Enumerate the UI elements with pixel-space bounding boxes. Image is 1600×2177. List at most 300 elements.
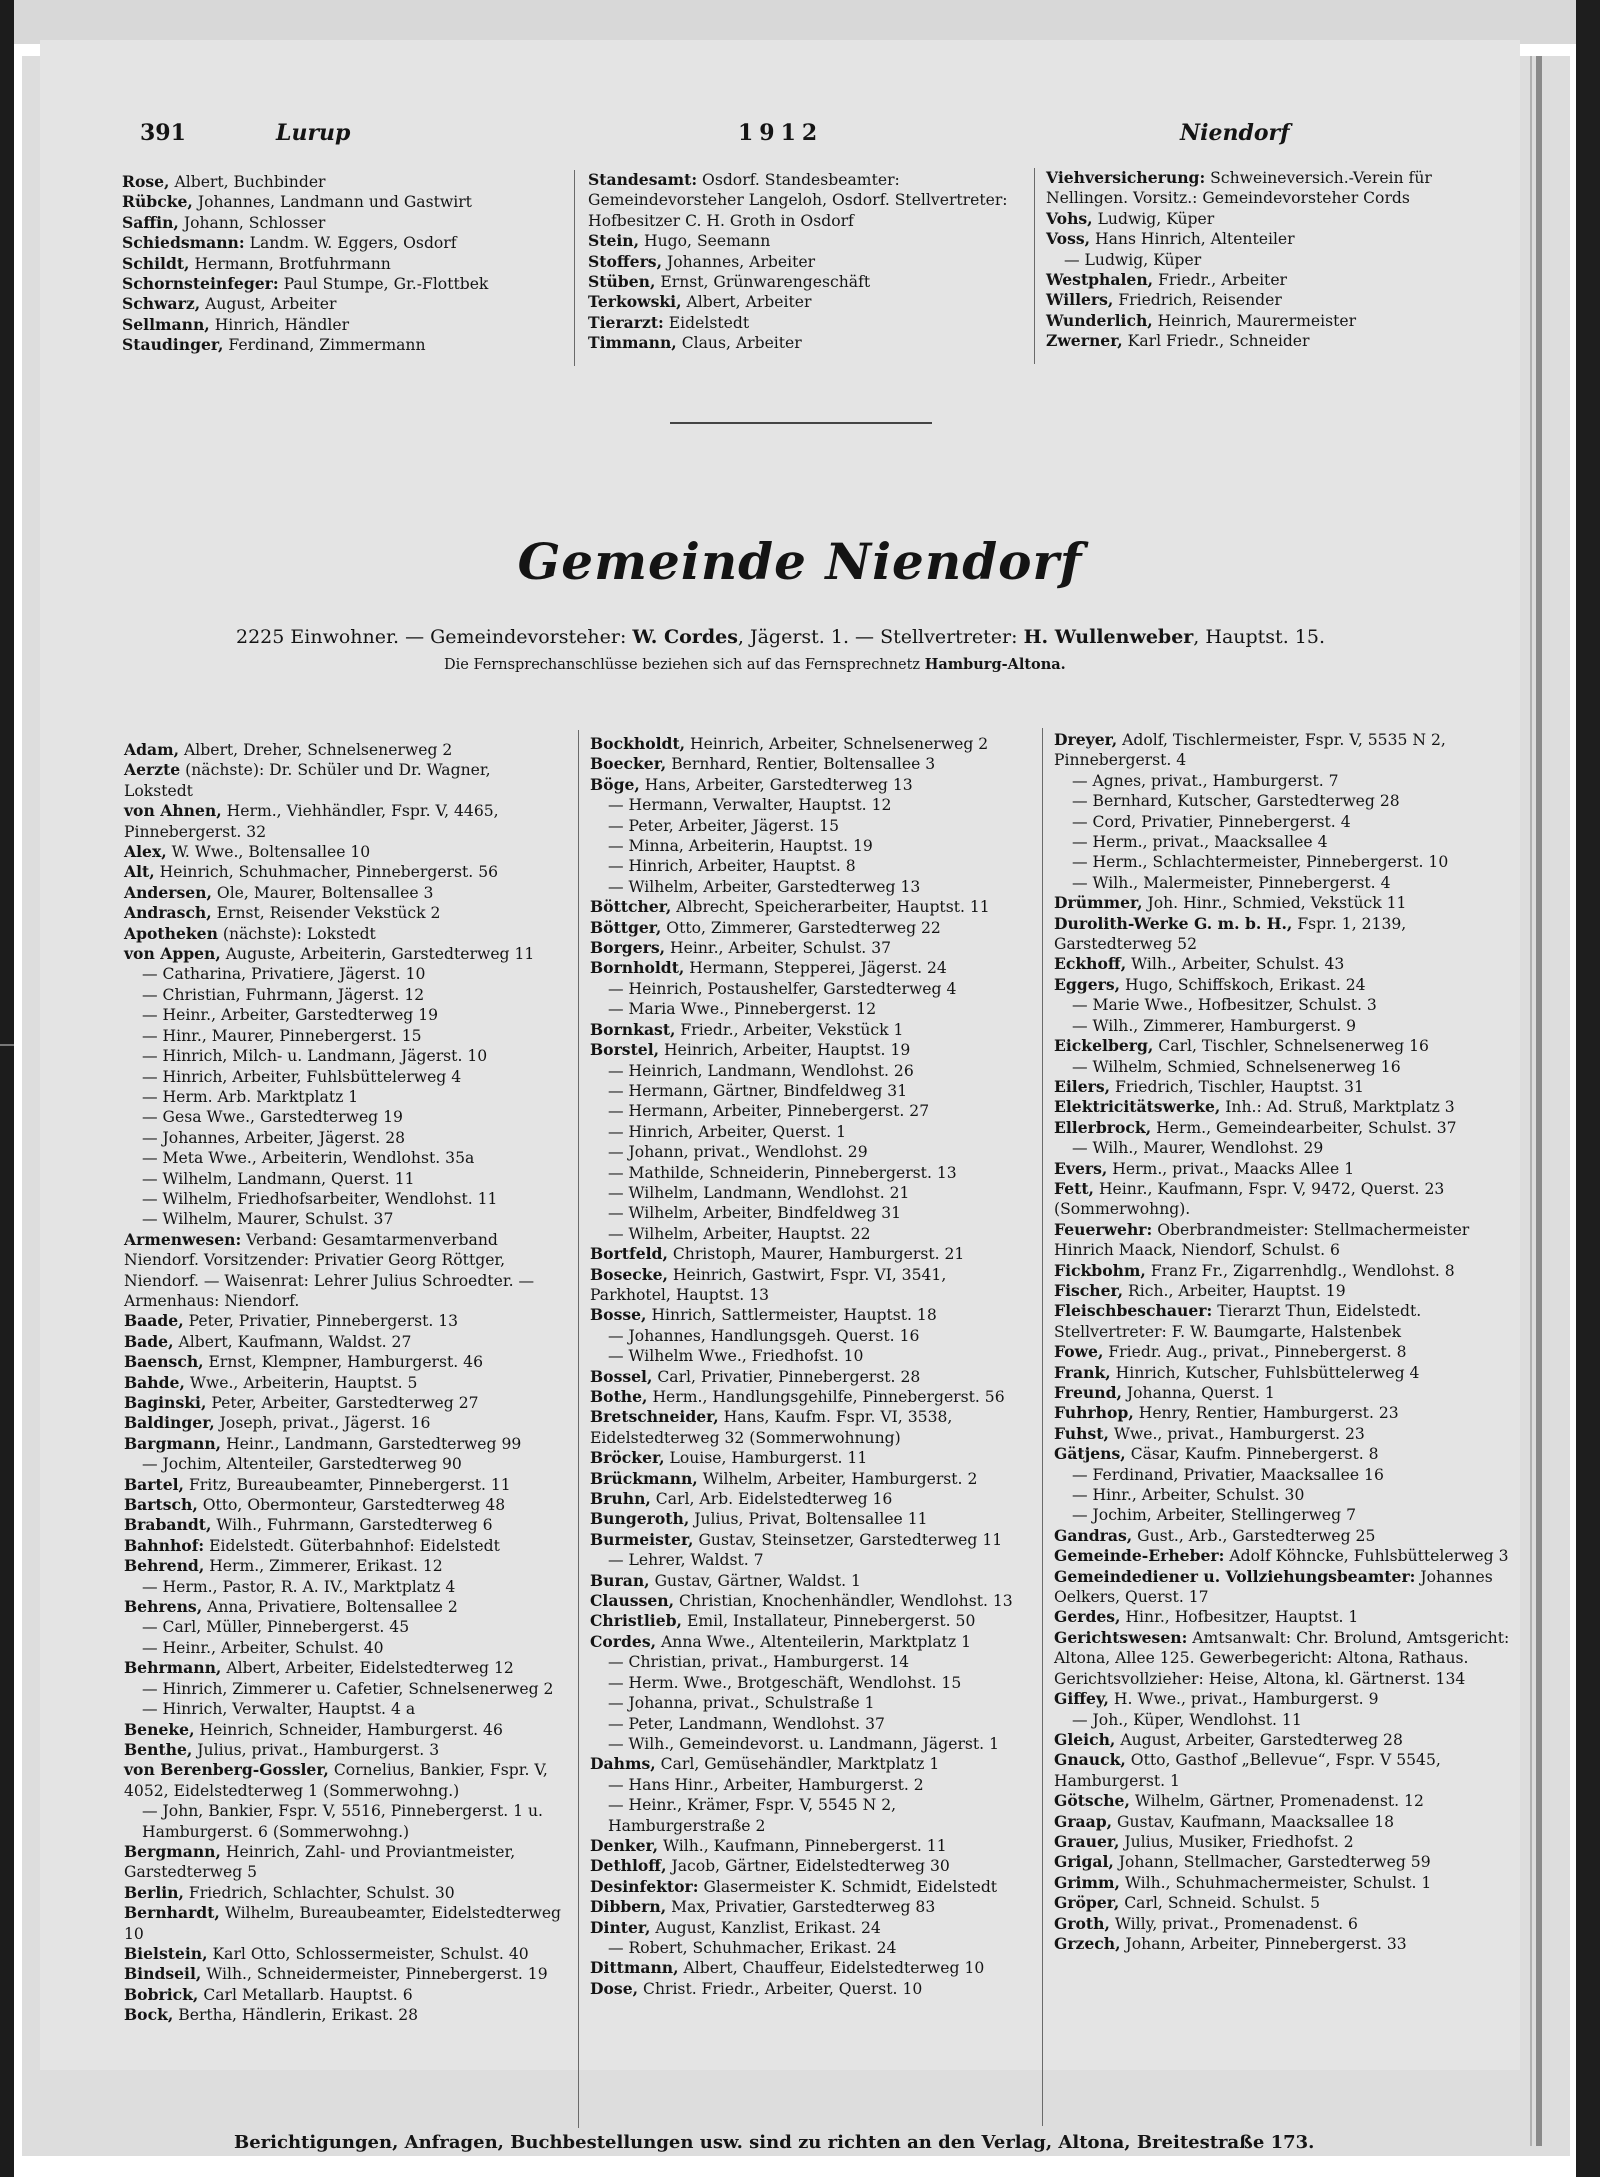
entry-details: Wilh., Arbeiter, Schulst. 43 bbox=[1126, 955, 1345, 974]
entry-details: Wwe., privat., Hamburgerst. 23 bbox=[1108, 1424, 1365, 1443]
entry-details: Carl, Gemüsehändler, Marktplatz 1 bbox=[655, 1755, 940, 1774]
entry-name: Tierarzt: bbox=[588, 312, 664, 332]
entry-details: Verband: Gesamtarmenverband Niendorf. Vorsitzender: Privatier Georg Röttger, Niendorf. — Waisenrat: Lehrer Julius Schroedter. — Armenhaus: Niendorf. bbox=[124, 1230, 535, 1310]
directory-entry bbox=[590, 979, 1030, 999]
entry-name: Eickelberg, bbox=[1054, 1036, 1154, 1056]
entry-name: Gemeinde-Erheber: bbox=[1054, 1546, 1225, 1566]
directory-entry bbox=[1054, 1138, 1514, 1158]
entry-name: Drümmer, bbox=[1054, 893, 1143, 913]
directory-entry bbox=[1054, 1057, 1514, 1077]
directory-entry bbox=[1054, 812, 1514, 832]
directory-entry bbox=[1054, 1607, 1514, 1627]
entry-details: — Johannes, Handlungsgeh. Querst. 16 bbox=[608, 1326, 920, 1345]
entry-details: Albert, Arbeiter bbox=[681, 293, 812, 312]
directory-entry bbox=[1054, 1301, 1514, 1342]
entry-details: — Hinr., Maurer, Pinnebergerst. 15 bbox=[142, 1026, 422, 1045]
entry-details: Friedrich, Tischler, Hauptst. 31 bbox=[1110, 1077, 1364, 1096]
entry-details: — Wilhelm, Landmann, Wendlohst. 21 bbox=[608, 1183, 910, 1202]
entry-name: Boecker, bbox=[590, 754, 667, 774]
directory-entry bbox=[1054, 1914, 1514, 1934]
directory-entry bbox=[1054, 1424, 1514, 1444]
entry-name: Borstel, bbox=[590, 1040, 660, 1060]
entry-name: Böttcher, bbox=[590, 897, 672, 917]
entry-details: August, Arbeiter bbox=[200, 295, 337, 314]
entry-details: Fspr. 1, 2139, Garstedterweg 52 bbox=[1054, 914, 1407, 954]
entry-name: Böttger, bbox=[590, 917, 662, 937]
entry-name: Freund, bbox=[1054, 1383, 1122, 1402]
directory-entry bbox=[122, 335, 562, 355]
entry-name: Stüben, bbox=[588, 272, 656, 292]
directory-entry bbox=[124, 862, 564, 882]
entry-name: Bartsch, bbox=[124, 1495, 198, 1515]
entry-details: Heinrich, Maurermeister bbox=[1152, 311, 1357, 330]
entry-name: Bossel, bbox=[590, 1366, 653, 1386]
directory-entry bbox=[1054, 852, 1514, 872]
entry-name: Bothe, bbox=[590, 1387, 648, 1406]
directory-entry bbox=[1054, 893, 1514, 913]
entry-details: — Wilhelm, Arbeiter, Garstedterweg 13 bbox=[608, 877, 921, 896]
entry-name: Rübcke, bbox=[122, 192, 193, 212]
entry-name: Alt, bbox=[124, 862, 155, 882]
directory-entry bbox=[588, 231, 1028, 251]
entry-details: Hans Hinrich, Altenteiler bbox=[1090, 230, 1295, 249]
entry-name: Staudinger, bbox=[122, 335, 224, 355]
directory-entry bbox=[590, 1795, 1030, 1836]
entry-details: — Hans Hinr., Arbeiter, Hamburgerst. 2 bbox=[608, 1775, 924, 1794]
entry-details: — Hermann, Gärtner, Bindfeldweg 31 bbox=[608, 1081, 908, 1100]
entry-details: — Hinrich, Arbeiter, Querst. 1 bbox=[608, 1122, 846, 1141]
directory-entry bbox=[590, 1775, 1030, 1795]
entry-name: Bergmann, bbox=[124, 1841, 221, 1861]
directory-entry bbox=[124, 1495, 564, 1515]
running-head bbox=[140, 120, 1320, 154]
directory-entry bbox=[1054, 1750, 1514, 1791]
entry-details: — Peter, Arbeiter, Jägerst. 15 bbox=[608, 816, 840, 835]
entry-details: Tierarzt Thun, Eidelstedt. Stellvertreter: F. W. Baumgarte, Halstenbek bbox=[1054, 1302, 1422, 1341]
directory-entry bbox=[1054, 1444, 1514, 1464]
entry-details: Emil, Installateur, Pinnebergerst. 50 bbox=[681, 1612, 976, 1631]
entry-details: — Maria Wwe., Pinnebergerst. 12 bbox=[608, 1000, 877, 1019]
entry-details: Heinrich, Arbeiter, Hauptst. 19 bbox=[659, 1041, 911, 1060]
intro-vertreter: H. Wullenweber bbox=[1023, 626, 1194, 648]
entry-details: — Wilhelm, Arbeiter, Bindfeldweg 31 bbox=[608, 1204, 902, 1223]
entry-name: Elektricitätswerke, bbox=[1054, 1097, 1221, 1117]
entry-details: Cornelius, Bankier, Fspr. V, 4052, Eidelstedterweg 1 (Sommerwohng.) bbox=[124, 1761, 548, 1800]
entry-details: Herm., Viehhändler, Fspr. V, 4465, Pinnebergerst. 32 bbox=[124, 802, 499, 841]
directory-entry bbox=[124, 1107, 564, 1127]
entry-name: von Ahnen, bbox=[124, 801, 222, 821]
entry-name: Bröcker, bbox=[590, 1448, 665, 1468]
entry-name: Wunderlich, bbox=[1046, 310, 1153, 330]
column-divider bbox=[574, 170, 575, 366]
directory-entry bbox=[1046, 311, 1506, 331]
entry-details: — Joh., Küper, Wendlohst. 11 bbox=[1072, 1710, 1302, 1729]
directory-entry bbox=[124, 1434, 564, 1454]
directory-entry bbox=[590, 877, 1030, 897]
directory-entry bbox=[590, 918, 1030, 938]
entry-details: — Wilh., Malermeister, Pinnebergerst. 4 bbox=[1072, 873, 1391, 892]
entry-details: — Johann, privat., Wendlohst. 29 bbox=[608, 1143, 868, 1162]
entry-name: Fickbohm, bbox=[1054, 1260, 1146, 1280]
entry-details: Henry, Rentier, Hamburgerst. 23 bbox=[1133, 1404, 1399, 1423]
directory-entry bbox=[590, 1469, 1030, 1489]
directory-entry bbox=[590, 1877, 1030, 1897]
directory-entry bbox=[124, 1842, 564, 1883]
entry-name: Fett, bbox=[1054, 1178, 1094, 1198]
directory-entry bbox=[1054, 1036, 1514, 1056]
entry-details: Bernhard, Rentier, Boltensallee 3 bbox=[666, 755, 936, 774]
entry-details: — Minna, Arbeiterin, Hauptst. 19 bbox=[608, 837, 873, 856]
directory-entry bbox=[1054, 873, 1514, 893]
entry-details: Osdorf. Standesbeamter: Gemeindevorsteher Langeloh, Osdorf. Stellvertreter: Hofbesitzer C. H. Groth in Osdorf bbox=[588, 171, 1008, 230]
entry-details: Paul Stumpe, Gr.-Flottbek bbox=[278, 275, 489, 294]
directory-entry bbox=[590, 734, 1030, 754]
entry-details: — Jochim, Arbeiter, Stellingerweg 7 bbox=[1072, 1506, 1356, 1525]
directory-entry bbox=[590, 999, 1030, 1019]
directory-entry bbox=[1054, 1261, 1514, 1281]
directory-entry bbox=[1054, 1016, 1514, 1036]
entry-details: Carl, Schneid. Schulst. 5 bbox=[1119, 1894, 1321, 1913]
intro-text-1: 2225 Einwohner. — Gemeindevorsteher: bbox=[236, 626, 633, 648]
entry-details: Heinr., Arbeiter, Schulst. 37 bbox=[665, 939, 892, 958]
intro-text-3: , Hauptst. 15. bbox=[1193, 626, 1325, 648]
entry-details: Fritz, Bureaubeamter, Pinnebergerst. 11 bbox=[183, 1475, 511, 1494]
directory-entry bbox=[1054, 1710, 1514, 1730]
entry-details: Cäsar, Kaufm. Pinnebergerst. 8 bbox=[1125, 1445, 1379, 1464]
directory-entry bbox=[590, 1265, 1030, 1306]
entry-name: Standesamt: bbox=[588, 170, 698, 189]
entry-details: Albert, Arbeiter, Eidelstedterweg 12 bbox=[221, 1659, 514, 1678]
entry-name: Andersen, bbox=[124, 882, 212, 902]
entry-details: — Herm., Schlachtermeister, Pinnebergerst. 10 bbox=[1072, 853, 1449, 872]
entry-details: Ferdinand, Zimmermann bbox=[223, 336, 426, 355]
directory-entry bbox=[1054, 1179, 1514, 1220]
directory-entry bbox=[1054, 1791, 1514, 1811]
directory-entry bbox=[124, 1597, 564, 1617]
entry-name: Burmeister, bbox=[590, 1529, 694, 1549]
entry-details: Auguste, Arbeiterin, Garstedterweg 11 bbox=[220, 945, 535, 964]
column-divider bbox=[578, 730, 579, 2128]
entry-name: Graap, bbox=[1054, 1811, 1113, 1831]
directory-entry bbox=[590, 1714, 1030, 1734]
scan-background-top bbox=[0, 0, 1600, 44]
entry-name: Bornholdt, bbox=[590, 958, 685, 978]
directory-entry bbox=[590, 1673, 1030, 1693]
entry-name: Baensch, bbox=[124, 1352, 204, 1372]
entry-details: — Heinr., Arbeiter, Garstedterweg 19 bbox=[142, 1006, 439, 1025]
entry-details: Julius, Musiker, Friedhofst. 2 bbox=[1119, 1832, 1354, 1851]
directory-entry bbox=[124, 1556, 564, 1576]
entry-details: — Wilh., Gemeindevorst. u. Landmann, Jägerst. 1 bbox=[608, 1734, 1000, 1753]
directory-entry bbox=[590, 1387, 1030, 1407]
directory-entry bbox=[122, 192, 562, 212]
entry-details: Karl Friedr., Schneider bbox=[1122, 332, 1310, 351]
entry-details: — Marie Wwe., Hofbesitzer, Schulst. 3 bbox=[1072, 996, 1377, 1015]
entry-details: Wilhelm, Gärtner, Promenadenst. 12 bbox=[1129, 1792, 1424, 1811]
entry-name: von Appen, bbox=[124, 944, 221, 964]
entry-name: Fleischbeschauer: bbox=[1054, 1301, 1213, 1321]
intro-text-2: , Jägerst. 1. — Stellvertreter: bbox=[737, 626, 1024, 648]
directory-entry bbox=[590, 1693, 1030, 1713]
directory-entry bbox=[1054, 832, 1514, 852]
entry-name: Stein, bbox=[588, 231, 640, 251]
entry-name: Eilers, bbox=[1054, 1076, 1111, 1096]
entry-name: Bernhardt, bbox=[124, 1903, 220, 1923]
entry-details: Hans, Arbeiter, Garstedterweg 13 bbox=[639, 775, 913, 794]
entry-name: Götsche, bbox=[1054, 1791, 1130, 1811]
niendorf-column-1 bbox=[124, 740, 564, 2026]
entry-name: Baade, bbox=[124, 1311, 184, 1331]
entry-details: Peter, Arbeiter, Garstedterweg 27 bbox=[206, 1394, 479, 1412]
directory-entry bbox=[1054, 1403, 1514, 1423]
directory-entry bbox=[124, 1209, 564, 1229]
entry-details: — Wilhelm, Landmann, Querst. 11 bbox=[142, 1169, 415, 1188]
entry-name: Viehversicherung: bbox=[1046, 168, 1206, 187]
entry-details: — Herm., privat., Maacksallee 4 bbox=[1072, 833, 1328, 852]
entry-details: Hermann, Brotfuhrmann bbox=[189, 254, 391, 273]
entry-name: Schiedsmann: bbox=[122, 233, 245, 253]
directory-entry bbox=[124, 903, 564, 923]
entry-details: Willy, privat., Promenadenst. 6 bbox=[1109, 1914, 1358, 1933]
directory-entry bbox=[122, 254, 562, 274]
directory-entry bbox=[588, 333, 1028, 353]
entry-details: — Herm. Wwe., Brotgeschäft, Wendlohst. 15 bbox=[608, 1673, 962, 1692]
entry-details: — Wilh., Zimmerer, Hamburgerst. 9 bbox=[1072, 1016, 1357, 1035]
entry-name: Vohs, bbox=[1046, 208, 1093, 228]
directory-entry bbox=[1046, 331, 1506, 351]
entry-name: Bockholdt, bbox=[590, 734, 686, 753]
entry-name: Bungeroth, bbox=[590, 1509, 690, 1529]
directory-entry bbox=[1054, 1485, 1514, 1505]
entry-name: Bosse, bbox=[590, 1305, 647, 1325]
entry-details: Claus, Arbeiter bbox=[676, 334, 802, 353]
entry-details: Johannes, Landmann und Gastwirt bbox=[192, 193, 472, 212]
directory-entry bbox=[590, 1530, 1030, 1550]
page-edge-line bbox=[1530, 56, 1532, 2146]
directory-entry bbox=[1054, 954, 1514, 974]
directory-entry bbox=[588, 170, 1028, 231]
entry-name: Timmann, bbox=[588, 333, 677, 353]
entry-name: Giffey, bbox=[1054, 1689, 1109, 1709]
directory-entry bbox=[1046, 290, 1506, 310]
entry-details: Joseph, privat., Jägerst. 16 bbox=[214, 1414, 431, 1433]
entry-details: Ernst, Klempner, Hamburgerst. 46 bbox=[203, 1353, 484, 1372]
entry-details: Johann, Schlosser bbox=[178, 213, 326, 232]
entry-details: — Herm. Arb. Marktplatz 1 bbox=[142, 1087, 359, 1106]
entry-name: Bielstein, bbox=[124, 1943, 208, 1963]
entry-details: — Wilhelm, Friedhofsarbeiter, Wendlohst. 11 bbox=[142, 1189, 498, 1208]
directory-entry bbox=[1054, 1832, 1514, 1852]
note-place: Hamburg-Altona. bbox=[924, 656, 1066, 673]
directory-entry bbox=[1054, 1730, 1514, 1750]
entry-details: Christoph, Maurer, Hamburgerst. 21 bbox=[667, 1245, 965, 1264]
entry-details: Heinrich, Schuhmacher, Pinnebergerst. 56 bbox=[154, 863, 499, 882]
entry-name: Bruhn, bbox=[590, 1489, 651, 1509]
directory-entry bbox=[590, 1326, 1030, 1346]
directory-entry bbox=[590, 1081, 1030, 1101]
lurup-column-3 bbox=[1046, 168, 1506, 352]
entry-details: Albrecht, Speicherarbeiter, Hauptst. 11 bbox=[671, 898, 990, 917]
directory-entry bbox=[124, 944, 564, 964]
entry-name: Grigal, bbox=[1054, 1852, 1114, 1872]
entry-details: Hugo, Schiffskoch, Erikast. 24 bbox=[1120, 975, 1366, 994]
directory-entry bbox=[124, 1189, 564, 1209]
entry-details: Ernst, Reisender Vekstück 2 bbox=[211, 904, 441, 923]
lurup-column-1 bbox=[122, 172, 562, 356]
entry-name: Christlieb, bbox=[590, 1611, 682, 1631]
entry-details: Johann, Arbeiter, Pinnebergerst. 33 bbox=[1120, 1934, 1407, 1953]
entry-details: Wwe., Arbeiterin, Hauptst. 5 bbox=[184, 1373, 418, 1392]
entry-details: — Catharina, Privatiere, Jägerst. 10 bbox=[142, 965, 426, 984]
directory-entry bbox=[122, 294, 562, 314]
entry-name: Evers, bbox=[1054, 1158, 1108, 1178]
footer-notice: Berichtigungen, Anfragen, Buchbestellungen usw. sind zu richten an den Verlag, Altona, Breitestraße 173. bbox=[234, 2132, 1315, 2153]
directory-entry bbox=[1054, 1873, 1514, 1893]
directory-entry bbox=[590, 1224, 1030, 1244]
entry-details: Friedrich, Schlachter, Schulst. 30 bbox=[183, 1883, 455, 1902]
entry-details: Franz Fr., Zigarrenhdlg., Wendlohst. 8 bbox=[1145, 1261, 1455, 1280]
entry-details: Hugo, Seemann bbox=[639, 232, 771, 251]
entry-name: Bargmann, bbox=[124, 1433, 222, 1453]
entry-details: Albert, Kaufmann, Waldst. 27 bbox=[173, 1332, 412, 1351]
directory-entry bbox=[124, 1720, 564, 1740]
entry-details: — Hinrich, Zimmerer u. Cafetier, Schnelsenerweg 2 bbox=[142, 1679, 554, 1698]
entry-details: Johanna, Querst. 1 bbox=[1121, 1384, 1275, 1402]
directory-entry bbox=[590, 795, 1030, 815]
directory-entry bbox=[588, 252, 1028, 272]
directory-entry bbox=[124, 1169, 564, 1189]
entry-details: Joh. Hinr., Schmied, Vekstück 11 bbox=[1142, 894, 1407, 913]
directory-entry bbox=[1054, 1628, 1514, 1689]
entry-details: — Johannes, Arbeiter, Jägerst. 28 bbox=[142, 1128, 406, 1147]
directory-entry bbox=[1054, 771, 1514, 791]
directory-entry bbox=[124, 1148, 564, 1168]
directory-entry bbox=[124, 1985, 564, 2005]
directory-entry bbox=[124, 1801, 564, 1842]
entry-name: Benthe, bbox=[124, 1739, 193, 1759]
entry-details: — Agnes, privat., Hamburgerst. 7 bbox=[1072, 771, 1339, 790]
entry-name: Gemeindediener u. Vollziehungsbeamter: bbox=[1054, 1566, 1416, 1586]
entry-name: Gröper, bbox=[1054, 1893, 1120, 1913]
entry-details: Eidelstedt. Güterbahnhof: Eidelstedt bbox=[204, 1536, 500, 1555]
directory-entry bbox=[124, 1087, 564, 1107]
directory-entry bbox=[124, 1536, 564, 1556]
directory-entry bbox=[122, 315, 562, 335]
entry-details: — Gesa Wwe., Garstedterweg 19 bbox=[142, 1108, 403, 1127]
directory-entry bbox=[124, 1413, 564, 1433]
directory-entry bbox=[1054, 1281, 1514, 1301]
directory-entry bbox=[590, 856, 1030, 876]
directory-entry bbox=[1054, 914, 1514, 955]
directory-entry bbox=[1054, 1118, 1514, 1138]
directory-entry bbox=[590, 1244, 1030, 1264]
section-rule bbox=[670, 422, 932, 424]
entry-details: Albert, Buchbinder bbox=[169, 173, 326, 191]
entry-name: Schornsteinfeger: bbox=[122, 274, 279, 294]
entry-name: Grimm, bbox=[1054, 1872, 1120, 1892]
entry-details: Gustav, Gärtner, Waldst. 1 bbox=[649, 1571, 861, 1590]
entry-name: Brabandt, bbox=[124, 1515, 212, 1535]
entry-details: Heinr., Kaufmann, Fspr. V, 9472, Querst. 23 (Sommerwohng). bbox=[1054, 1179, 1445, 1219]
entry-details: Anna, Privatiere, Boltensallee 2 bbox=[202, 1598, 458, 1617]
entry-name: Eckhoff, bbox=[1054, 954, 1127, 974]
entry-name: Bortfeld, bbox=[590, 1244, 668, 1264]
directory-entry bbox=[588, 313, 1028, 333]
entry-details: Hinrich, Kutscher, Fuhlsbüttelerweg 4 bbox=[1110, 1363, 1420, 1382]
entry-details: — Peter, Landmann, Wendlohst. 37 bbox=[608, 1714, 885, 1733]
entry-details: Otto, Obermonteur, Garstedterweg 48 bbox=[197, 1496, 506, 1515]
entry-details: Wilh., Fuhrmann, Garstedterweg 6 bbox=[211, 1516, 493, 1535]
entry-name: Desinfektor: bbox=[590, 1876, 699, 1896]
directory-entry bbox=[124, 1699, 564, 1719]
directory-entry bbox=[590, 1836, 1030, 1856]
directory-entry bbox=[124, 1352, 564, 1372]
entry-details: Johann, Stellmacher, Garstedterweg 59 bbox=[1113, 1853, 1431, 1872]
entry-name: Alex, bbox=[124, 842, 167, 862]
entry-name: Beneke, bbox=[124, 1719, 195, 1739]
entry-name: Bosecke, bbox=[590, 1264, 668, 1284]
directory-entry bbox=[124, 1760, 564, 1801]
entry-details: — Lehrer, Waldst. 7 bbox=[608, 1551, 764, 1570]
directory-entry bbox=[590, 1611, 1030, 1631]
entry-details: Carl, Privatier, Pinnebergerst. 28 bbox=[652, 1367, 921, 1386]
entry-details: Wilh., Schuhmachermeister, Schulst. 1 bbox=[1119, 1873, 1432, 1892]
directory-entry bbox=[124, 924, 564, 944]
entry-details: Gustav, Steinsetzer, Garstedterweg 11 bbox=[693, 1530, 1003, 1549]
entry-details: — Cord, Privatier, Pinnebergerst. 4 bbox=[1072, 812, 1351, 831]
entry-details: — Hinrich, Arbeiter, Fuhlsbüttelerweg 4 bbox=[142, 1067, 462, 1086]
directory-entry bbox=[124, 740, 564, 760]
telephone-note bbox=[444, 656, 1304, 673]
directory-entry bbox=[1054, 1689, 1514, 1709]
directory-entry bbox=[1054, 1505, 1514, 1525]
intro-line bbox=[236, 626, 1436, 648]
lurup-column-2 bbox=[588, 170, 1028, 354]
directory-entry bbox=[124, 760, 564, 801]
entry-name: Berlin, bbox=[124, 1882, 184, 1902]
entry-name: Dose, bbox=[590, 1978, 639, 1998]
entry-details: (nächste): Dr. Schüler und Dr. Wagner, Lokstedt bbox=[124, 761, 491, 800]
directory-entry bbox=[590, 1122, 1030, 1142]
entry-details: Herm., Zimmerer, Erikast. 12 bbox=[204, 1557, 443, 1576]
directory-entry bbox=[1054, 1363, 1514, 1383]
entry-details: Anna Wwe., Altenteilerin, Marktplatz 1 bbox=[656, 1632, 972, 1651]
entry-details: August, Kanzlist, Erikast. 24 bbox=[650, 1918, 881, 1937]
entry-details: Julius, Privat, Boltensallee 11 bbox=[689, 1510, 928, 1529]
entry-details: — Heinr., Krämer, Fspr. V, 5545 N 2, Hamburgerstraße 2 bbox=[608, 1796, 897, 1835]
entry-details: Oberbrandmeister: Stellmachermeister Hinrich Maack, Niendorf, Schulst. 6 bbox=[1054, 1220, 1470, 1260]
entry-name: Gätjens, bbox=[1054, 1444, 1126, 1464]
entry-name: Dittmann, bbox=[590, 1958, 679, 1978]
directory-entry bbox=[590, 1407, 1030, 1448]
directory-entry bbox=[590, 1652, 1030, 1672]
entry-details: Friedr., Arbeiter, Vekstück 1 bbox=[675, 1020, 904, 1039]
directory-entry bbox=[124, 1617, 564, 1637]
entry-name: Gerichtswesen: bbox=[1054, 1627, 1188, 1647]
entry-name: Bahde, bbox=[124, 1372, 185, 1392]
entry-details: Max, Privatier, Garstedterweg 83 bbox=[666, 1898, 936, 1917]
column-divider bbox=[1042, 728, 1043, 2126]
entry-details: Friedr. Aug., privat., Pinnebergerst. 8 bbox=[1103, 1343, 1407, 1362]
entry-name: Apotheken bbox=[124, 923, 218, 943]
entry-details: Gustav, Kaufmann, Maacksallee 18 bbox=[1112, 1812, 1395, 1831]
scan-background-right bbox=[1576, 0, 1600, 2177]
scan-background-left bbox=[0, 0, 14, 2177]
entry-name: Adam, bbox=[124, 740, 180, 759]
entry-details: — Mathilde, Schneiderin, Pinnebergerst. 13 bbox=[608, 1163, 957, 1182]
entry-details: Christian, Knochenhändler, Wendlohst. 13 bbox=[674, 1592, 1013, 1611]
entry-details: — Hinr., Arbeiter, Schulst. 30 bbox=[1072, 1486, 1305, 1505]
